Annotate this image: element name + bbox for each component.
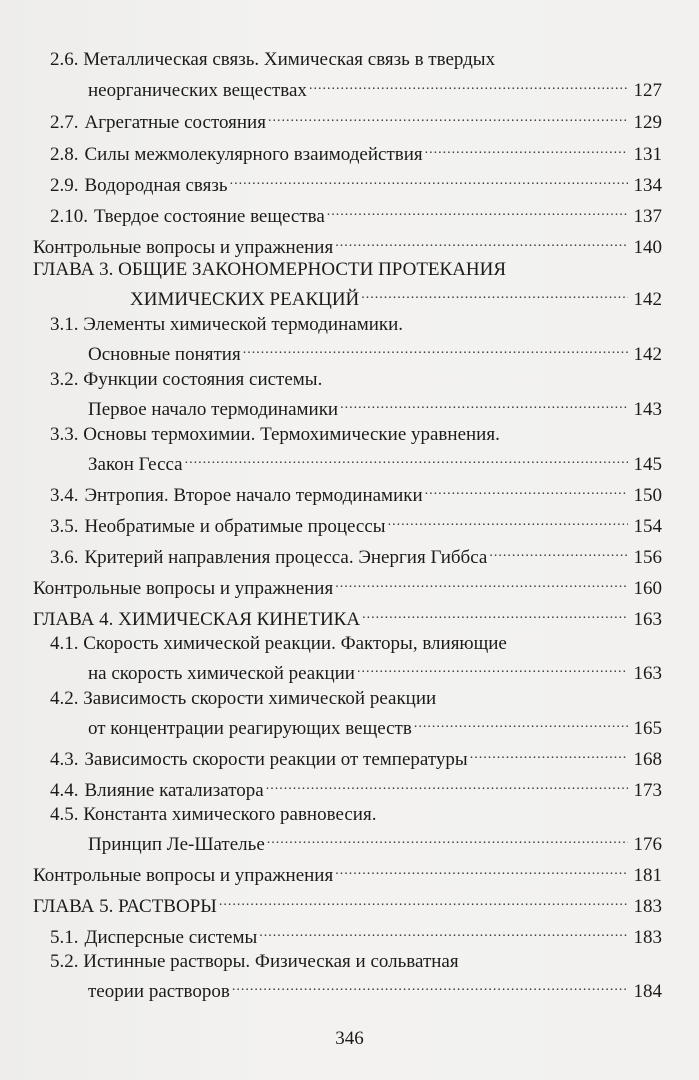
- toc-entry-2-6-line2: [88, 74, 662, 102]
- toc-entry-title: Водородная связь: [84, 175, 228, 196]
- dot-leader: [243, 338, 628, 360]
- toc-page-number: 183: [633, 927, 662, 948]
- dot-leader: [266, 774, 628, 796]
- toc-page-number: 173: [633, 780, 662, 801]
- toc-entry-title: Константа химического равновесия.: [83, 804, 377, 825]
- toc-entry-number: 2.8.: [50, 144, 79, 165]
- page-number-footer: 346: [335, 1028, 364, 1049]
- toc-entry-title: Необратимые и обратимые процессы: [84, 516, 386, 537]
- toc-chapter-3-line1: [33, 259, 506, 281]
- toc-entry-number: 4.1.: [50, 633, 79, 654]
- toc-entry-title: Основы термохимии. Термохимические уравнения.: [83, 424, 500, 445]
- toc-page-number: 143: [633, 399, 662, 420]
- toc-entry-title: Элементы химической термодинамики.: [83, 314, 404, 335]
- toc-entry-title: Контрольные вопросы и упражнения: [33, 237, 334, 258]
- toc-page-number: 168: [633, 749, 662, 770]
- toc-page-number: 142: [633, 344, 662, 365]
- dot-leader: [425, 479, 628, 501]
- toc-page-number: 181: [633, 865, 662, 886]
- toc-entry-number: 5.2.: [50, 951, 79, 972]
- toc-page-number: 183: [633, 896, 662, 917]
- toc-entry-number: 3.2.: [50, 369, 79, 390]
- toc-entry-3-6: [50, 541, 662, 569]
- dot-leader: [219, 890, 628, 912]
- toc-chapter-title: ГЛАВА 3. ОБЩИЕ ЗАКОНОМЕРНОСТИ ПРОТЕКАНИЯ: [33, 259, 507, 280]
- toc-chapter-title: ГЛАВА 5. РАСТВОРЫ: [33, 896, 217, 917]
- dot-leader: [335, 859, 628, 881]
- dot-leader: [335, 572, 628, 594]
- toc-entry-number: 3.3.: [50, 424, 79, 445]
- toc-entry-number: 3.5.: [50, 516, 79, 537]
- dot-leader: [232, 975, 628, 997]
- toc-entry-number: 2.7.: [50, 112, 79, 133]
- toc-entry-title: теории растворов: [88, 981, 230, 1002]
- toc-entry-2-6-line1: [50, 49, 495, 71]
- toc-entry-2-10: [50, 200, 662, 228]
- toc-entry-5-2-line1: [50, 951, 459, 973]
- toc-entry-4-2-line2: [88, 712, 662, 740]
- toc-entry-3-1-line1: [50, 314, 403, 336]
- dot-leader: [489, 541, 628, 563]
- toc-page-number: 184: [633, 981, 662, 1002]
- toc-entry-title: Твердое состояние вещества: [94, 206, 325, 227]
- toc-page-number: 142: [633, 289, 662, 310]
- toc-entry-title: Критерий направления процесса. Энергия Гиббса: [84, 547, 488, 568]
- toc-entry-title: неорганических веществах: [88, 80, 307, 101]
- toc-entry-title: Истинные растворы. Физическая и сольватная: [83, 951, 459, 972]
- toc-page-number: 145: [633, 454, 662, 475]
- toc-entry-title: на скорость химической реакции: [88, 663, 355, 684]
- toc-entry-title: Агрегатные состояния: [84, 112, 266, 133]
- toc-entry-2-7: [50, 106, 662, 134]
- toc-entry-number: 2.10.: [50, 206, 88, 227]
- toc-page-number: 140: [633, 237, 662, 258]
- toc-entry-title: от концентрации реагирующих веществ: [88, 718, 412, 739]
- dot-leader: [361, 283, 628, 305]
- toc-entry-3-3-line2: [88, 448, 662, 476]
- toc-page-number: 129: [633, 112, 662, 133]
- toc-entry-title: Влияние катализатора: [84, 780, 264, 801]
- toc-entry-title: Закон Гесса: [88, 454, 183, 475]
- toc-entry-title: Функции состояния системы.: [83, 369, 323, 390]
- toc-entry-5-2-line2: [88, 975, 662, 1003]
- toc-entry-4-2-line1: [50, 688, 436, 710]
- toc-entry-title: Силы межмолекулярного взаимодействия: [84, 144, 423, 165]
- toc-entry-number: 2.9.: [50, 175, 79, 196]
- toc-entry-2-9: [50, 169, 662, 197]
- toc-page-number: 154: [633, 516, 662, 537]
- dot-leader: [185, 448, 628, 470]
- toc-page-number: 131: [633, 144, 662, 165]
- toc-entry-title: Зависимость скорости химической реакции: [83, 688, 437, 709]
- toc-page-number: 160: [633, 578, 662, 599]
- toc-entry-3-2-line1: [50, 369, 322, 391]
- toc-entry-number: 4.5.: [50, 804, 79, 825]
- toc-chapter-title: ГЛАВА 4. ХИМИЧЕСКАЯ КИНЕТИКА: [33, 609, 361, 630]
- toc-entry-5-1: [50, 921, 662, 949]
- toc-entry-title: Контрольные вопросы и упражнения: [33, 578, 334, 599]
- toc-review-questions-ch2: [33, 231, 662, 259]
- toc-entry-number: 4.2.: [50, 688, 79, 709]
- toc-page-number: 137: [633, 206, 662, 227]
- toc-entry-4-5-line2: [88, 828, 662, 856]
- toc-page-number: 163: [633, 663, 662, 684]
- toc-entry-number: 4.4.: [50, 780, 79, 801]
- dot-leader: [267, 828, 628, 850]
- toc-entry-4-1-line2: [88, 657, 662, 685]
- dot-leader: [268, 106, 628, 128]
- toc-entry-4-3: [50, 743, 662, 771]
- toc-review-questions-ch4: [33, 859, 662, 887]
- dot-leader: [230, 169, 628, 191]
- toc-entry-4-4: [50, 774, 662, 802]
- toc-entry-number: 2.6.: [50, 49, 79, 70]
- toc-entry-3-3-line1: [50, 424, 500, 446]
- toc-entry-title: Основные понятия: [88, 344, 241, 365]
- dot-leader: [340, 393, 628, 415]
- toc-chapter-3-line2: [130, 283, 662, 311]
- toc-entry-title: Скорость химической реакции. Факторы, влияющие: [83, 633, 507, 654]
- toc-page-number: 156: [633, 547, 662, 568]
- toc-entry-3-4: [50, 479, 662, 507]
- toc-entry-number: 3.4.: [50, 485, 79, 506]
- toc-entry-title: Дисперсные системы: [84, 927, 258, 948]
- toc-entry-number: 3.6.: [50, 547, 79, 568]
- dot-leader: [335, 231, 628, 253]
- dot-leader: [362, 603, 628, 625]
- toc-entry-2-8: [50, 138, 662, 166]
- toc-entry-3-2-line2: [88, 393, 662, 421]
- toc-chapter-4: [33, 603, 662, 631]
- dot-leader: [357, 657, 628, 679]
- dot-leader: [414, 712, 628, 734]
- toc-entry-title: Контрольные вопросы и упражнения: [33, 865, 334, 886]
- toc-entry-title: Первое начало термодинамики: [88, 399, 339, 420]
- dot-leader: [388, 510, 628, 532]
- toc-entry-number: 3.1.: [50, 314, 79, 335]
- toc-entry-3-5: [50, 510, 662, 538]
- dot-leader: [327, 200, 628, 222]
- toc-chapter-5: [33, 890, 662, 918]
- toc-entry-title: Зависимость скорости реакции от температуры: [84, 749, 468, 770]
- toc-page-number: 165: [633, 718, 662, 739]
- toc-review-questions-ch3: [33, 572, 662, 600]
- toc-entry-number: 4.3.: [50, 749, 79, 770]
- toc-entry-4-5-line1: [50, 804, 376, 826]
- dot-leader: [309, 74, 628, 96]
- dot-leader: [425, 138, 628, 160]
- toc-page-number: 127: [633, 80, 662, 101]
- toc-entry-4-1-line1: [50, 633, 507, 655]
- toc-page-number: 163: [633, 609, 662, 630]
- toc-entry-title: Металлическая связь. Химическая связь в твердых: [83, 49, 496, 70]
- dot-leader: [259, 921, 628, 943]
- toc-entry-title: Принцип Ле-Шателье: [88, 834, 265, 855]
- toc-entry-3-1-line2: [88, 338, 662, 366]
- dot-leader: [470, 743, 628, 765]
- toc-page-number: 150: [633, 485, 662, 506]
- toc-entry-title: Энтропия. Второе начало термодинамики: [84, 485, 423, 506]
- toc-chapter-title: ХИМИЧЕСКИХ РЕАКЦИЙ: [130, 289, 360, 310]
- toc-entry-number: 5.1.: [50, 927, 79, 948]
- toc-page-number: 134: [633, 175, 662, 196]
- toc-page-number: 176: [633, 834, 662, 855]
